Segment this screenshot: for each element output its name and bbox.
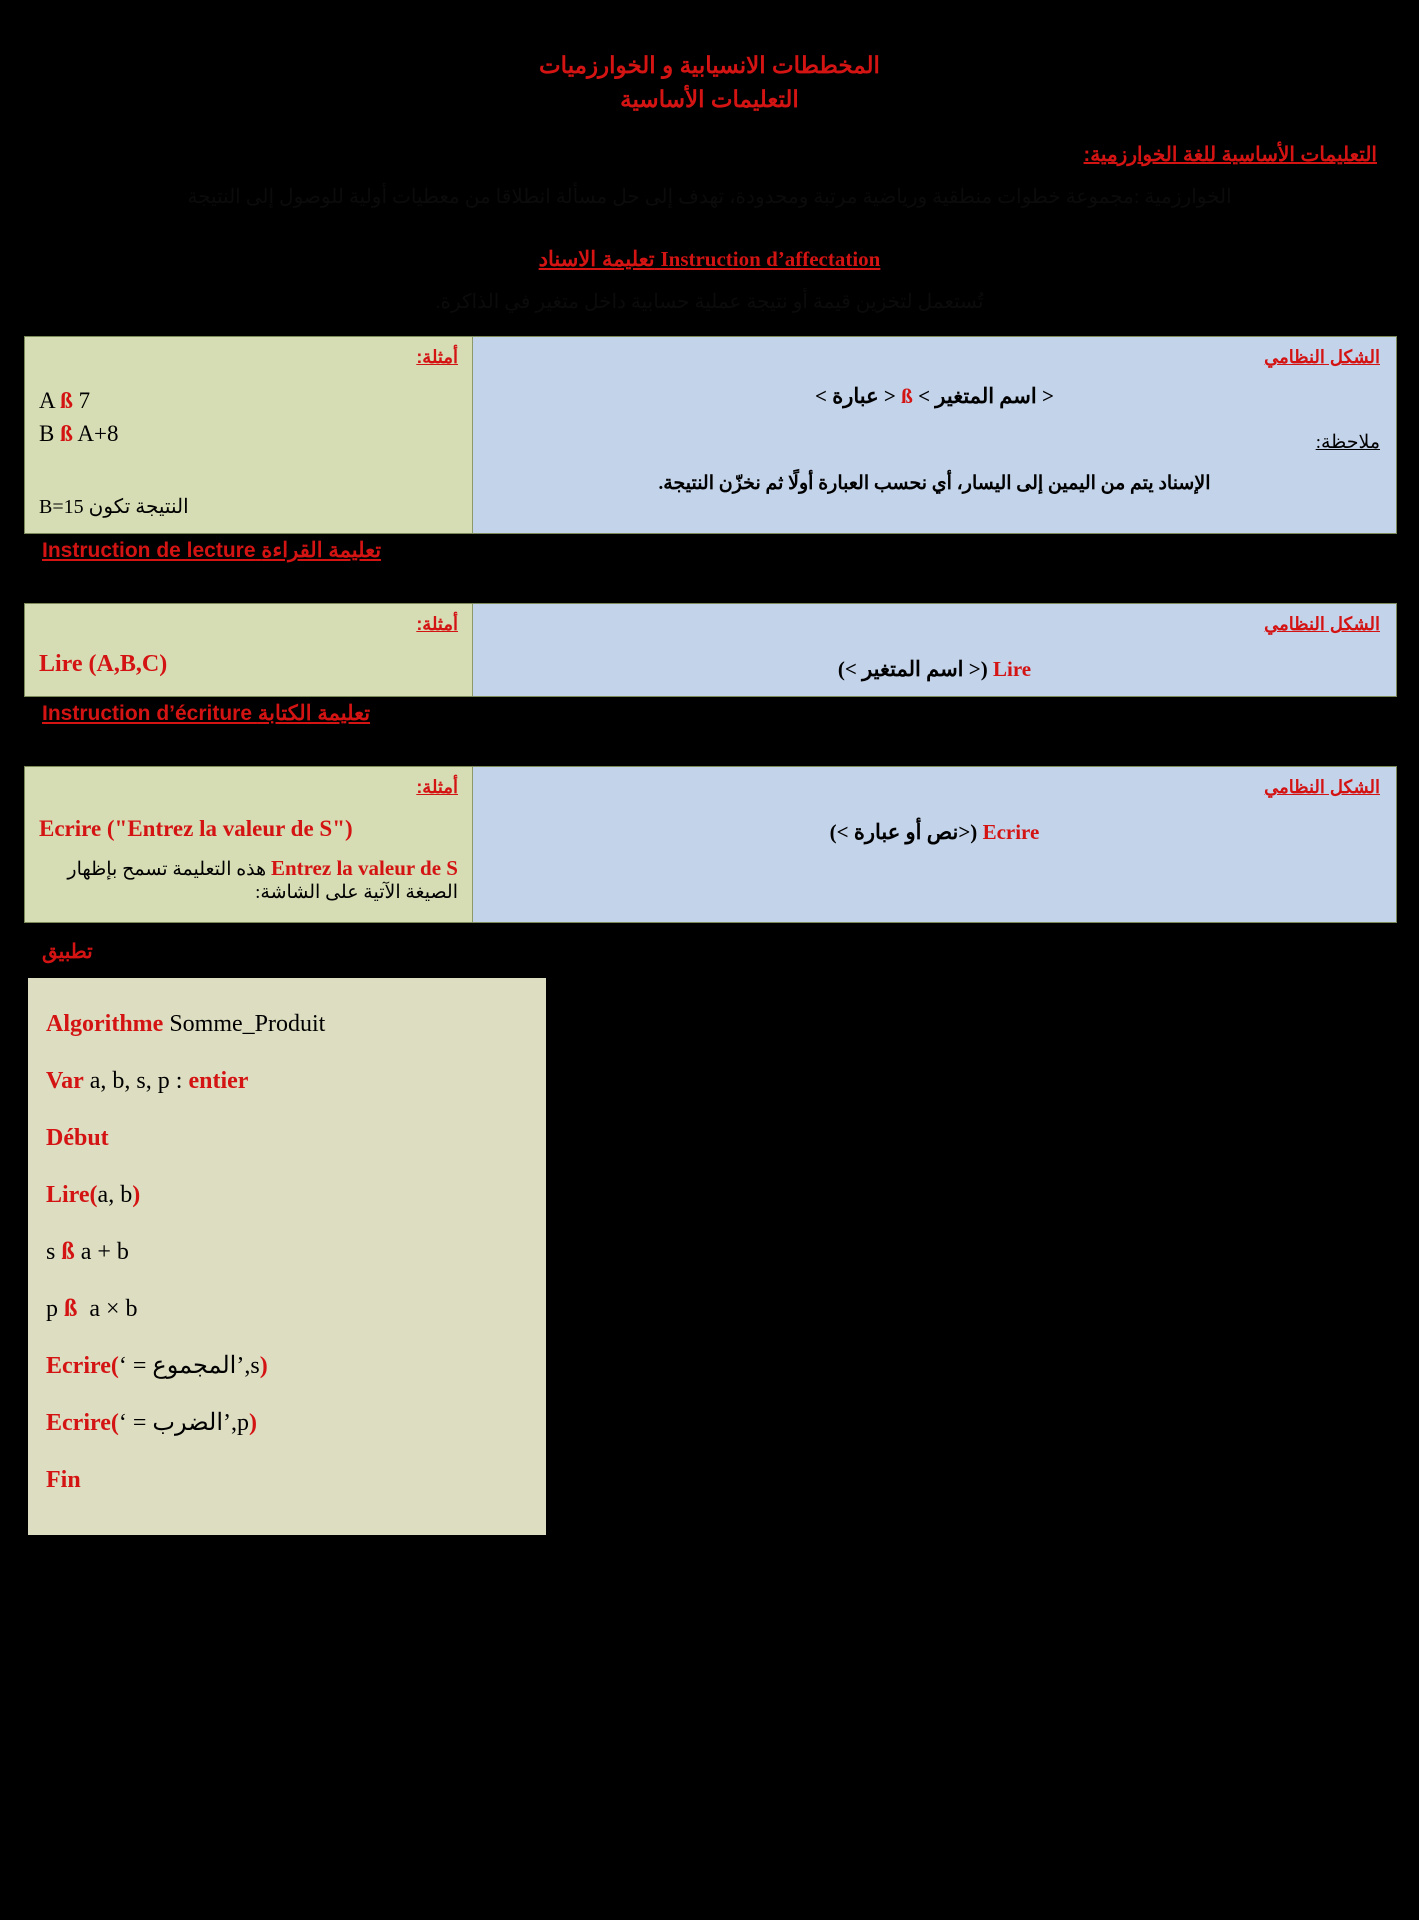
algorithm-line: s ß a + b bbox=[46, 1239, 129, 1265]
section-heading-basic-instructions: التعليمات الأساسية للغة الخوارزمية: bbox=[1083, 144, 1377, 166]
algorithm-block bbox=[28, 978, 546, 1535]
ecriture-note-text: هذه التعليمة تسمح بإظهار الصيغة الآتية على الشاشة: bbox=[67, 859, 458, 903]
section-paragraph-definition: الخوارزمية :مجموعة خطوات منطقية ورياضية مرتبة ومحدودة، تهدف إلى حل مسألة انطلاقا من معطيات أولية للوصول إلى النتيجة bbox=[187, 186, 1232, 208]
heading-ecriture bbox=[0, 701, 1419, 726]
lecture-formal-cell bbox=[473, 604, 1396, 696]
lecture-formal-keyword: Lire bbox=[992, 657, 1032, 681]
heading-affectation-ar: تعليمة الاسناد bbox=[538, 248, 655, 271]
title-line-2: التعليمات الأساسية bbox=[620, 86, 799, 112]
document-title bbox=[0, 0, 1419, 116]
algorithm-line: Début bbox=[46, 1125, 109, 1151]
algorithm-line: Var a, b, s, p : entier bbox=[46, 1068, 249, 1094]
heading-ecriture-ar: تعليمة الكتابة bbox=[257, 702, 371, 725]
ecriture-examples-label: أمثلة: bbox=[416, 777, 458, 797]
affectation-examples-cell bbox=[25, 337, 473, 533]
ecriture-formal-args: (<نص أو عبارة >) bbox=[829, 820, 978, 844]
affectation-note-label: ملاحظة: bbox=[1315, 432, 1380, 453]
lecture-formal-label: الشكل النظامي bbox=[1264, 614, 1380, 634]
heading-affectation bbox=[0, 247, 1419, 272]
heading-lecture bbox=[0, 538, 1419, 563]
algorithm-line: Fin bbox=[46, 1467, 81, 1493]
affectation-result: النتيجة تكون B=15 bbox=[39, 496, 189, 518]
affectation-description: تُستعمل لتخزين قيمة أو نتيجة عملية حسابية داخل متغير في الذاكرة. bbox=[435, 291, 984, 313]
heading-affectation-fr: Instruction d’affectation bbox=[660, 247, 881, 271]
heading-ecriture-fr: Instruction d’écriture bbox=[42, 702, 253, 725]
algorithm-line: Ecrire(‘الضرب = ’,p) bbox=[46, 1410, 258, 1436]
ecriture-formal-label: الشكل النظامي bbox=[1264, 777, 1380, 797]
affectation-formal-expression: < اسم المتغير > ß < عبارة > bbox=[815, 384, 1054, 408]
affectation-formal-label: الشكل النظامي bbox=[1264, 347, 1380, 367]
affectation-box bbox=[24, 336, 1397, 534]
heading-lecture-fr: Instruction de lecture bbox=[42, 539, 256, 562]
algorithm-line: Ecrire(‘المجموع = ’,s) bbox=[46, 1353, 268, 1379]
affectation-example-1: A ß 7 bbox=[39, 388, 91, 413]
affectation-example-2: B ß A+8 bbox=[39, 421, 119, 446]
ecriture-examples-cell bbox=[25, 767, 473, 922]
heading-lecture-ar: تعليمة القراءة bbox=[261, 539, 382, 562]
ecriture-example: Ecrire ("Entrez la valeur de S") bbox=[39, 816, 353, 841]
application-label: تطبيق bbox=[42, 941, 93, 963]
lecture-examples-label: أمثلة: bbox=[416, 614, 458, 634]
ecriture-note-result: Entrez la valeur de S bbox=[270, 856, 458, 880]
title-line-1: المخططات الانسيابية و الخوارزميات bbox=[539, 52, 880, 78]
ecriture-note bbox=[39, 856, 458, 904]
algorithm-line: Algorithme Somme_Produit bbox=[46, 1011, 326, 1037]
affectation-formal-cell bbox=[473, 337, 1396, 533]
ecriture-formal-expression bbox=[489, 820, 1380, 845]
lecture-example: Lire (A,B,C) bbox=[39, 651, 168, 677]
algorithm-line: p ß a × b bbox=[46, 1296, 138, 1322]
ecriture-box bbox=[24, 766, 1397, 923]
ecriture-formal-cell bbox=[473, 767, 1396, 922]
algorithm-line: Lire(a, b) bbox=[46, 1182, 141, 1208]
affectation-examples-label: أمثلة: bbox=[416, 347, 458, 367]
lecture-formal-expression bbox=[489, 657, 1380, 682]
lecture-box bbox=[24, 603, 1397, 697]
lecture-examples-cell bbox=[25, 604, 473, 696]
affectation-note-text: الإسناد يتم من اليمين إلى اليسار، أي نحسب العبارة أولًا ثم نخزّن النتيجة. bbox=[658, 473, 1211, 494]
ecriture-formal-keyword: Ecrire bbox=[982, 820, 1040, 844]
lecture-formal-args: (< اسم المتغير >) bbox=[837, 657, 988, 681]
